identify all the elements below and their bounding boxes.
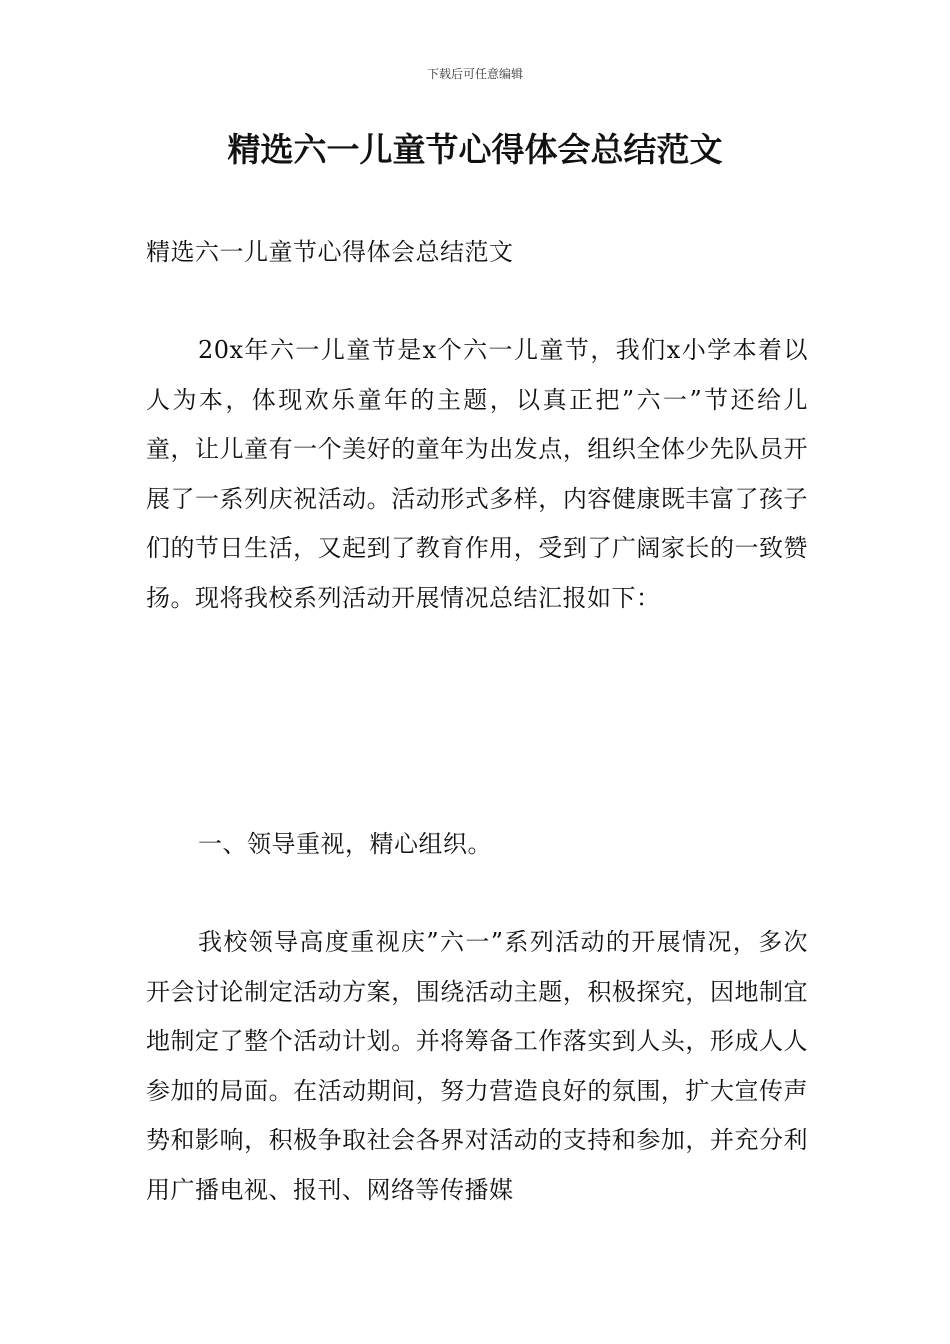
document-title: 精选六一儿童节心得体会总结范文 [227,130,723,169]
intro-paragraph: 20x年六一儿童节是x个六一儿童节，我们x小学本着以人为本，体现欢乐童年的主题，以真正把”六一”节还给儿童，让儿童有一个美好的童年为出发点，组织全体少先队员开展了一系列庆祝活动。活动形式多样，内容健康既丰富了孩子们的节日生活，又起到了教育作用，受到了广阔家长的一致赞扬。现将我校系列活动开展情况总结汇报如下： [146,336,808,612]
section-paragraph: 我校领导高度重视庆”六一”系列活动的开展情况，多次开会讨论制定活动方案，围绕活动主题，积极探究，因地制宜地制定了整个活动计划。并将筹备工作落实到人头，形成人人参加的局面。在活动期间，努力营造良好的氛围，扩大宣传声势和影响，积极争取社会各界对活动的支持和参加，并充分利用广播电视、报刊、网络等传播媒 [146,928,808,1204]
section-heading: 一、领导重视，精心组织。 [198,830,492,858]
header-note: 下载后可任意编辑 [426,67,523,81]
document-subtitle: 精选六一儿童节心得体会总结范文 [146,238,514,266]
